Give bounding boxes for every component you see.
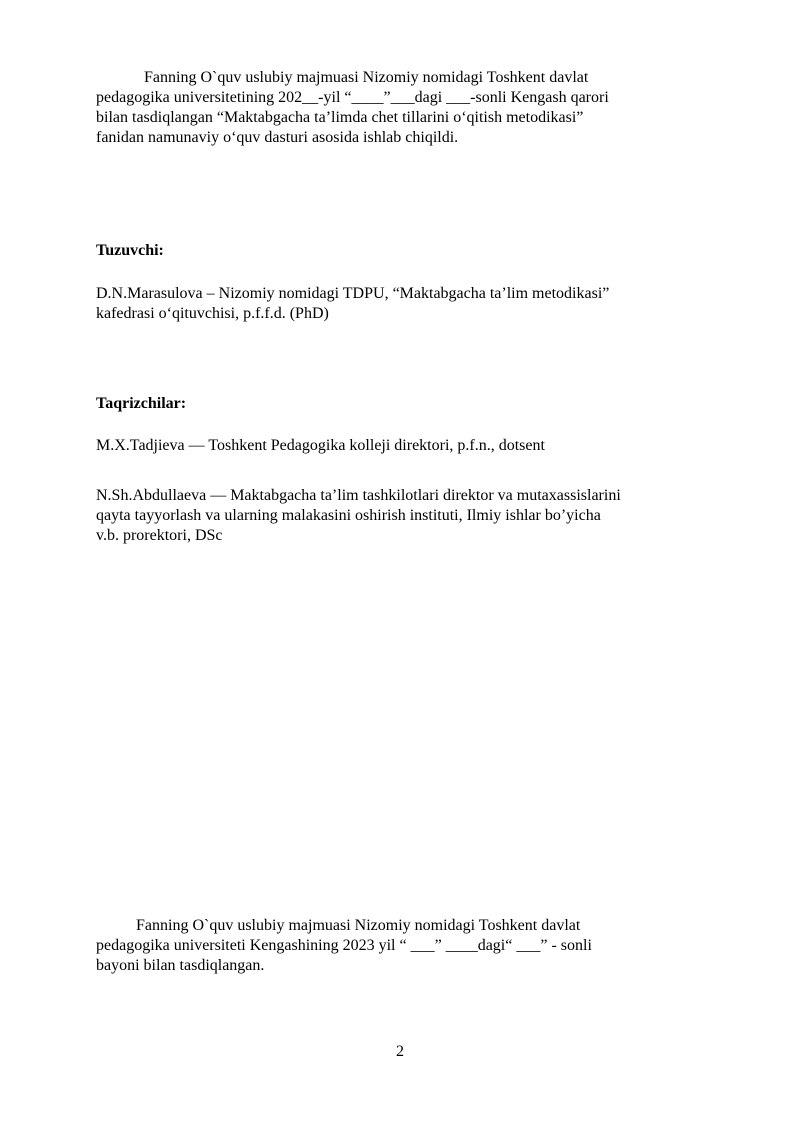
author-paragraph [96, 284, 724, 324]
reviewer-2-line-2: qayta tayyorlash va ularning malakasini oshirish instituti, Ilmiy ishlar bo’yicha [96, 507, 601, 524]
intro-line-2: pedagogika universitetining 202__-yil “____”___dagi ___-sonli Kengash qarori [96, 89, 609, 106]
page-number: 2 [396, 1043, 404, 1060]
reviewer-1: M.X.Tadjieva — Toshkent Pedagogika kolleji direktori, p.f.n., dotsent [96, 437, 545, 454]
reviewers-heading: Taqrizchilar: [96, 395, 187, 412]
intro-line-4: fanidan namunaviy o‘quv dasturi asosida ishlab chiqildi. [96, 129, 459, 146]
intro-line-3: bilan tasdiqlangan “Maktabgacha ta’limda chet tillarini o‘qitish metodikasi” [96, 109, 584, 126]
intro-line-1: Fanning O`quv uslubiy majmuasi Nizomiy nomidagi Toshkent davlat [144, 69, 589, 86]
reviewer-2-line-1: N.Sh.Abdullaeva — Maktabgacha ta’lim tashkilotlari direktor va mutaxassislarini [96, 487, 621, 504]
approval-line-2: pedagogika universiteti Kengashining 2023 yil “ ___” ____dagi“ ___” - sonli [96, 937, 592, 954]
approval-paragraph [96, 916, 724, 976]
reviewer-2 [96, 486, 724, 546]
intro-paragraph [96, 68, 724, 148]
author-heading: Tuzuvchi: [96, 242, 164, 259]
approval-line-1: Fanning O`quv uslubiy majmuasi Nizomiy nomidagi Toshkent davlat [136, 917, 581, 934]
reviewer-2-line-3: v.b. prorektori, DSc [96, 527, 223, 544]
author-line-1: D.N.Marasulova – Nizomiy nomidagi TDPU, “Maktabgacha ta’lim metodikasi” [96, 285, 610, 302]
approval-line-3: bayoni bilan tasdiqlangan. [96, 957, 265, 974]
author-line-2: kafedrasi o‘qituvchisi, p.f.f.d. (PhD) [96, 305, 329, 322]
